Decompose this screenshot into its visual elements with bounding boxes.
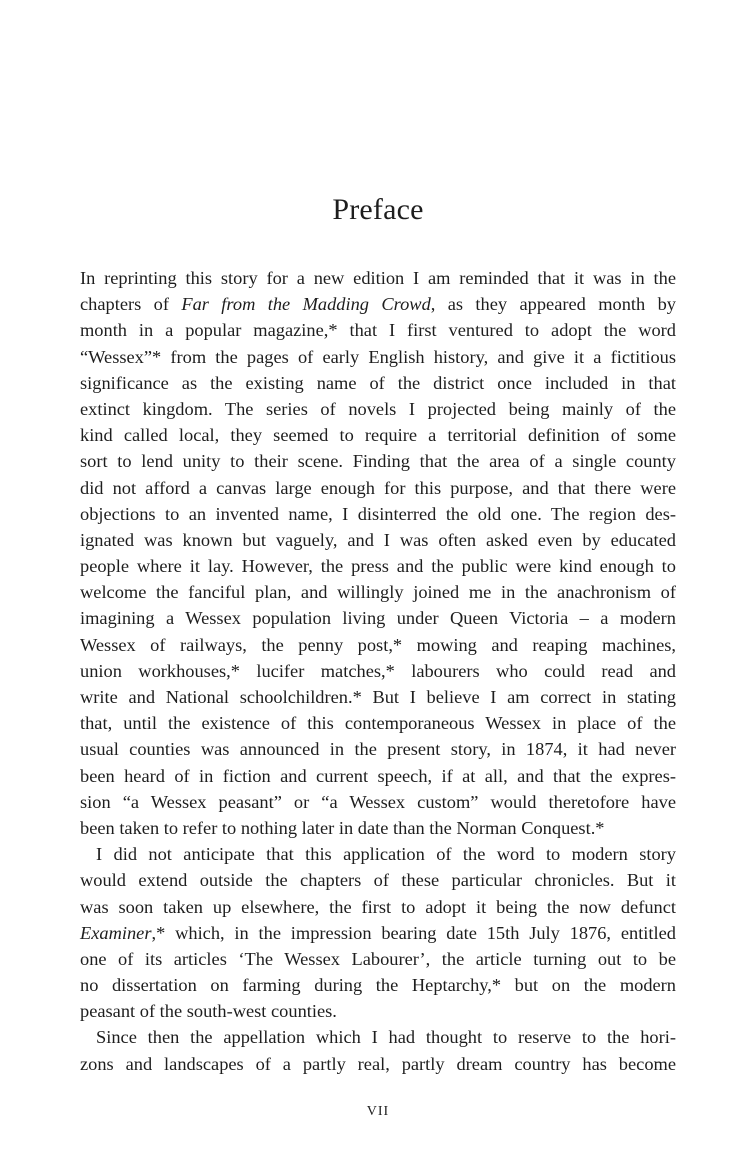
text-segment: ,* which, in the impression bearing date 15th July 1876, entitled [151, 922, 676, 943]
text-segment: Wessex of railways, the penny post,* mowing and reaping machines, [80, 634, 676, 655]
text-segment: Since then the appellation which I had thought to reserve to the hori- [96, 1027, 676, 1048]
text-segment: kind called local, they seemed to require a territorial definition of some [80, 425, 676, 446]
text-line [80, 265, 676, 291]
text-line [80, 632, 676, 658]
text-segment: chapters of [80, 294, 182, 315]
text-line [80, 1024, 676, 1050]
text-line [80, 344, 676, 370]
text-line [80, 448, 676, 474]
text-segment: no dissertation on farming during the Heptarchy,* but on the modern [80, 975, 676, 996]
text-segment: extinct kingdom. The series of novels I projected being mainly of the [80, 398, 676, 419]
text-segment: ignated was known but vaguely, and I was often asked even by educated [80, 529, 676, 550]
text-line [80, 763, 676, 789]
text-line [80, 396, 676, 422]
paragraph [80, 1024, 676, 1076]
text-line [80, 867, 676, 893]
text-line [80, 972, 676, 998]
text-line [80, 710, 676, 736]
text-line [80, 789, 676, 815]
text-segment: write and National schoolchildren.* But I believe I am correct in stating [80, 687, 676, 707]
text-segment: been heard of in fiction and current speech, if at all, and that the expres- [80, 765, 676, 786]
text-segment: significance as the existing name of the district once included in that [80, 372, 676, 393]
text-line [80, 317, 676, 343]
text-line [80, 527, 676, 553]
text-segment: I did not anticipate that this application of the word to modern story [96, 844, 676, 865]
text-segment: that, until the existence of this contemporaneous Wessex in place of the [80, 713, 676, 734]
text-segment: month in a popular magazine,* that I first ventured to adopt the word [80, 320, 676, 341]
text-segment: welcome the fanciful plan, and willingly joined me in the anachronism of [80, 582, 676, 603]
text-segment: zons and landscapes of a partly real, partly dream country has become [80, 1053, 676, 1074]
text-segment: people where it lay. However, the press and the public were kind enough to [80, 556, 676, 577]
text-segment: sort to lend unity to their scene. Finding that the area of a single county [80, 451, 676, 472]
text-segment: objections to an invented name, I disinterred the old one. The region des- [80, 503, 676, 524]
text-line [80, 841, 676, 867]
text-line [80, 501, 676, 527]
paragraph [80, 265, 676, 841]
text-line [80, 658, 676, 684]
text-segment: “Wessex”* from the pages of early English history, and give it a fictitious [80, 346, 676, 367]
text-line [80, 815, 676, 841]
text-segment: sion “a Wessex peasant” or “a Wessex custom” would theretofore have [80, 791, 676, 812]
text-segment: In reprinting this story for a new edition I am reminded that it was in the [80, 268, 676, 288]
preface-body [80, 265, 676, 1077]
paragraph [80, 841, 676, 1024]
text-line [80, 553, 676, 579]
text-line [80, 605, 676, 631]
italic-title-text: Far from the Madding Crowd [181, 294, 431, 315]
text-segment: been taken to refer to nothing later in date than the Norman Conquest.* [80, 817, 605, 838]
text-line [80, 920, 676, 946]
text-line [80, 475, 676, 501]
text-line [80, 291, 676, 317]
text-line [80, 946, 676, 972]
text-line [80, 998, 676, 1024]
text-segment: would extend outside the chapters of these particular chronicles. But it [80, 870, 676, 891]
text-line [80, 422, 676, 448]
text-line [80, 684, 676, 710]
text-line [80, 579, 676, 605]
text-segment: , as they appeared month by [430, 294, 676, 315]
text-segment: usual counties was announced in the present story, in 1874, it had never [80, 739, 676, 760]
text-segment: peasant of the south-west counties. [80, 1001, 337, 1022]
page-title: Preface [332, 193, 424, 226]
text-segment: union workhouses,* lucifer matches,* labourers who could read and [80, 660, 676, 681]
text-segment: imagining a Wessex population living under Queen Victoria – a modern [80, 608, 676, 629]
text-segment: one of its articles ‘The Wessex Labourer’, the article turning out to be [80, 948, 676, 969]
text-segment: did not afford a canvas large enough for this purpose, and that there were [80, 477, 676, 498]
page-number: VII [366, 1104, 390, 1119]
text-line [80, 736, 676, 762]
text-line [80, 1051, 676, 1077]
text-segment: was soon taken up elsewhere, the first to adopt it being the now defunct [80, 896, 676, 917]
text-line [80, 370, 676, 396]
italic-title-text: Examiner [80, 922, 152, 943]
text-line [80, 894, 676, 920]
